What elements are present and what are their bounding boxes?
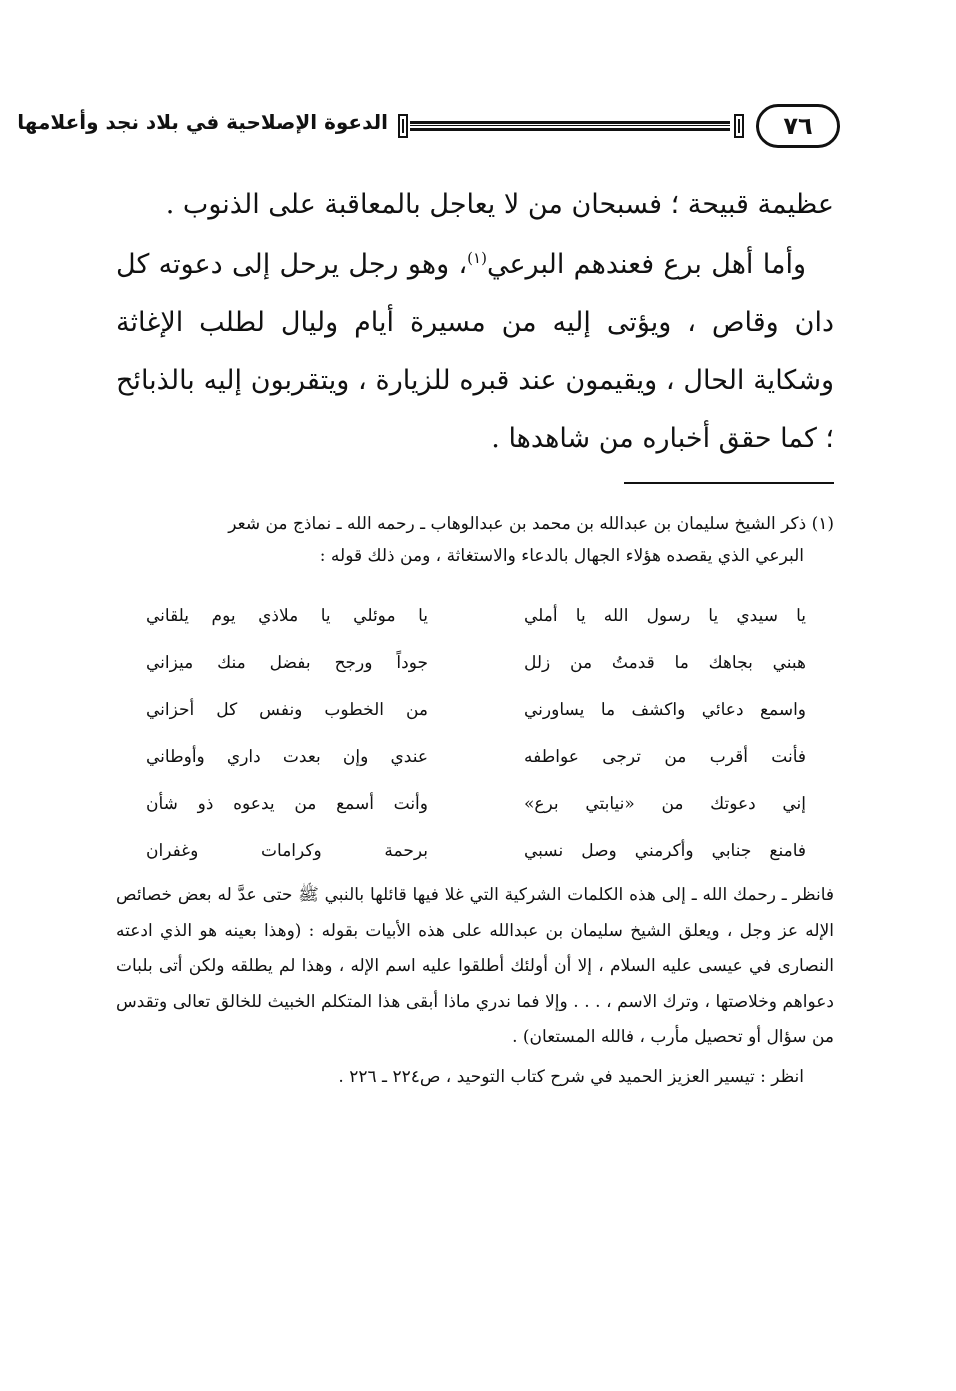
page-header: [17, 100, 840, 156]
verse-second-hemistich: برحمة وكرامات وغفران: [146, 841, 428, 861]
verse-second-hemistich: يا موئلي يا ملاذي يوم يلقاني: [146, 606, 428, 626]
poem: [146, 606, 806, 888]
verse-first-hemistich: إني دعوتك من «نيابتي برع»: [524, 794, 806, 814]
footnote-commentary: [116, 878, 834, 1095]
verse-second-hemistich: من الخطوب ونفس كل أحزاني: [146, 700, 428, 720]
header-ornament-line: [410, 119, 730, 133]
poem-verse: [146, 700, 806, 747]
poem-verse: [146, 794, 806, 841]
paragraph-2: [116, 236, 834, 468]
verse-second-hemistich: وأنت أسمع من يدعوه ذو شأن: [146, 794, 428, 814]
verse-first-hemistich: فأنت أقرب من ترجى عواطفه: [524, 747, 806, 767]
footnote-separator: [624, 482, 834, 484]
verse-first-hemistich: هبني بجاهك ما قدمتُ من زلل: [524, 653, 806, 673]
poem-verse: [146, 653, 806, 700]
main-text: [116, 176, 834, 470]
header-ornament-box: [398, 114, 408, 138]
verse-second-hemistich: عندي وإن بعدت داري وأوطاني: [146, 747, 428, 767]
footnote-marker: (١): [467, 249, 487, 267]
verse-first-hemistich: واسمع دعائي واكشف ما يساورني: [524, 700, 806, 720]
poem-verse: [146, 747, 806, 794]
paragraph-2-rest: ، وهو رجل يرحل إلى دعوته كل دان وقاص ، ويؤتى إليه من مسيرة أيام وليال لطلب الإغاثة وشكاية الحال ، ويقيمون عند قبره للزيارة ، ويتقربون إليه بالذبائح ؛ كما حقق أخباره من شاهدها .: [116, 249, 834, 454]
verse-first-hemistich: يا سيدي يا رسول الله يا أملي: [524, 606, 806, 626]
verse-second-hemistich: جوداً ورجح بفضل منك ميزاني: [146, 653, 428, 673]
running-title: الدعوة الإصلاحية في بلاد نجد وأعلامها: [17, 110, 388, 134]
page-number: ٧٦: [756, 104, 840, 148]
header-ornament-box: [734, 114, 744, 138]
footnote-line-2: البرعي الذي يقصده هؤلاء الجهال بالدعاء والاستغاثة ، ومن ذلك قوله :: [319, 546, 804, 566]
paragraph-1: عظيمة قبيحة ؛ فسبحان من لا يعاجل بالمعاقبة على الذنوب .: [165, 189, 834, 220]
verse-first-hemistich: فامنع جنابي وأكرمني وصل نسبي: [524, 841, 806, 861]
footnote-line-1: (١) ذكر الشيخ سليمان بن عبدالله بن محمد بن عبدالوهاب ـ رحمه الله ـ نماذج من شعر: [228, 514, 834, 534]
footnote-intro: [116, 508, 834, 572]
footnote-comment: فانظر ـ رحمك الله ـ إلى هذه الكلمات الشركية التي غلا فيها قائلها بالنبي ﷺ حتى عدَّ له بعض خصائص الإله عز وجل ، ويعلق الشيخ سليمان بن عبدالله على هذه الأبيات بقوله : (وهذا بعينه هو الذي ادعته النصارى في عيسى عليه السلام ، إلا أن أولئك أطلقوا عليه اسم الإله ، وهذا لم يطلقه ولكن أتى بلبات دعواهم وخلاصتها ، وترك الاسم ، . . . وإلا فما ندري ماذا أبقى هذا المتكلم الخبيث للخالق تعالى وتقدس من سؤال أو تحصيل مأرب ، فالله المستعان) .: [116, 885, 835, 1047]
paragraph-2-start: وأما أهل برع فعندهم البرعي: [486, 249, 806, 280]
footnote-reference: انظر : تيسير العزيز الحميد في شرح كتاب التوحيد ، ص٢٢٤ ـ ٢٢٦ .: [338, 1066, 804, 1087]
poem-verse: [146, 606, 806, 653]
